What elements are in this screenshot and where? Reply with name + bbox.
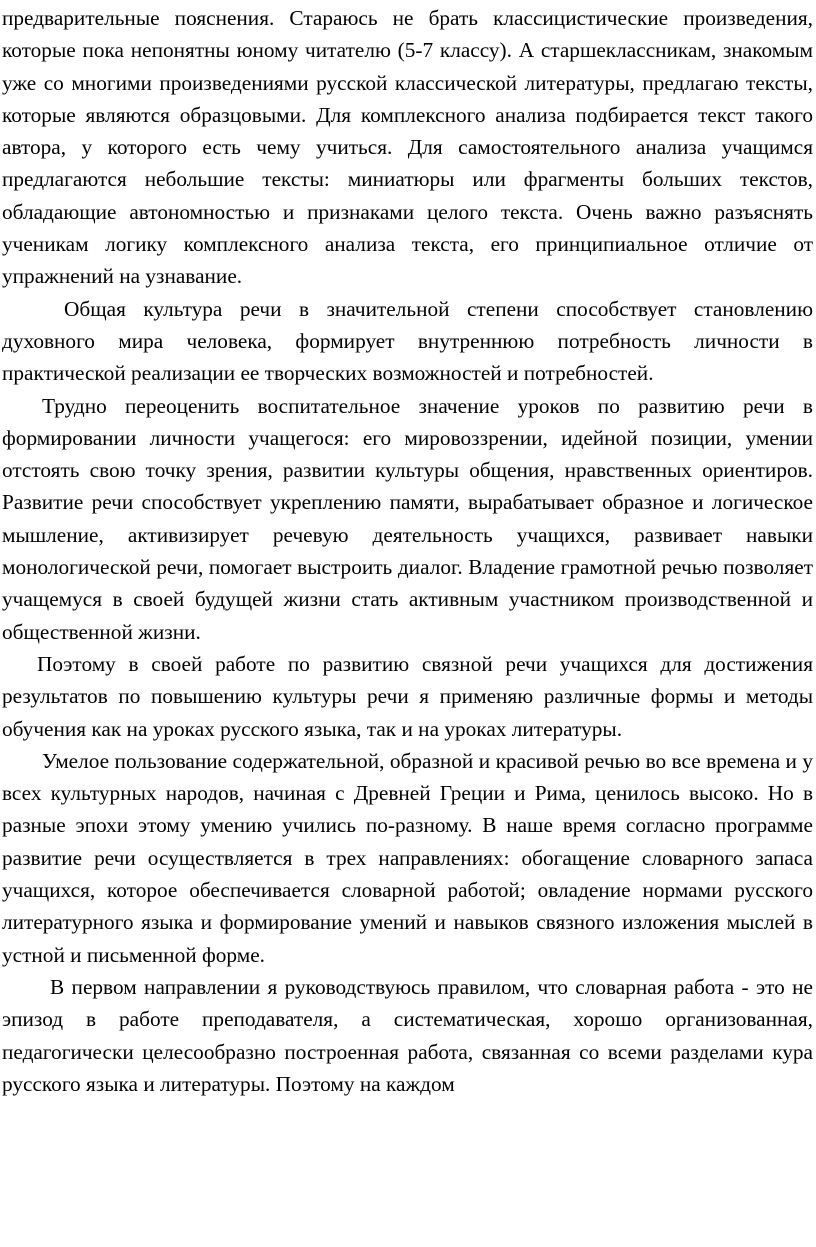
paragraph-speech-culture: Общая культура речи в значительной степени способствует становлению духовного мира человека, формирует внутреннюю потребность личности в практической реализации ее творческих возможностей и потребностей. [2,296,813,386]
paragraph-speech-directions: Умелое пользование содержательной, образной и красивой речью во все времена и у всех культурных народов, начиная с Древней Греции и Рима, ценилось высоко. Но в разные эпохи этому умению учились по-разному. В наше время согласно программе развитие речи осуществляется в трех направлениях: обогащение словарного запаса учащихся, которое обеспечивается словарной работой; овладение нормами русского литературного языка и формирование умений и навыков связного изложения мыслей в устной и письменной форме. [2,748,813,967]
paragraph-vocabulary-work: В первом направлении я руководствуюсь правилом, что словарная работа - это не эпизод в работе преподавателя, а систематическая, хорошо организованная, педагогически целесообразно построенная работа, связанная со всеми разделами кура русского языка и литературы. Поэтому на каждом [2,974,813,1096]
paragraph-educational-value: Трудно переоценить воспитательное значение уроков по развитию речи в формировании личности учащегося: его мировоззрении, идейной позиции, умении отстоять свою точку зрения, развитии культуры общения, нравственных ориентиров. Развитие речи способствует укреплению памяти, вырабатывает образное и логическое мышление, активизирует речевую деятельность учащихся, развивает навыки монологической речи, помогает выстроить диалог. Владение грамотной речью позволяет учащемуся в своей будущей жизни стать активным участником производственной и общественной жизни. [2,393,813,644]
paragraph-methods: Поэтому в своей работе по развитию связной речи учащихся для достижения результатов по повышению культуры речи я применяю различные формы и методы обучения как на уроках русского языка, так и на уроках литературы. [2,651,813,741]
paragraph-text-selection: предварительные пояснения. Стараюсь не брать классицистические произведения, которые пока непонятны юному читателю (5-7 классу). А старшеклассникам, знакомым уже со многими произведениями русской классической литературы, предлагаю тексты, которые являются образцовыми. Для комплексного анализа подбирается текст такого автора, у которого есть чему учиться. Для самостоятельного анализа учащимся предлагаются небольшие тексты: миниатюры или фрагменты больших текстов, обладающие автономностью и признаками целого текста. Очень важно разъяснять ученикам логику комплексного анализа текста, его принципиальное отличие от упражнений на узнавание. [2,6,813,289]
